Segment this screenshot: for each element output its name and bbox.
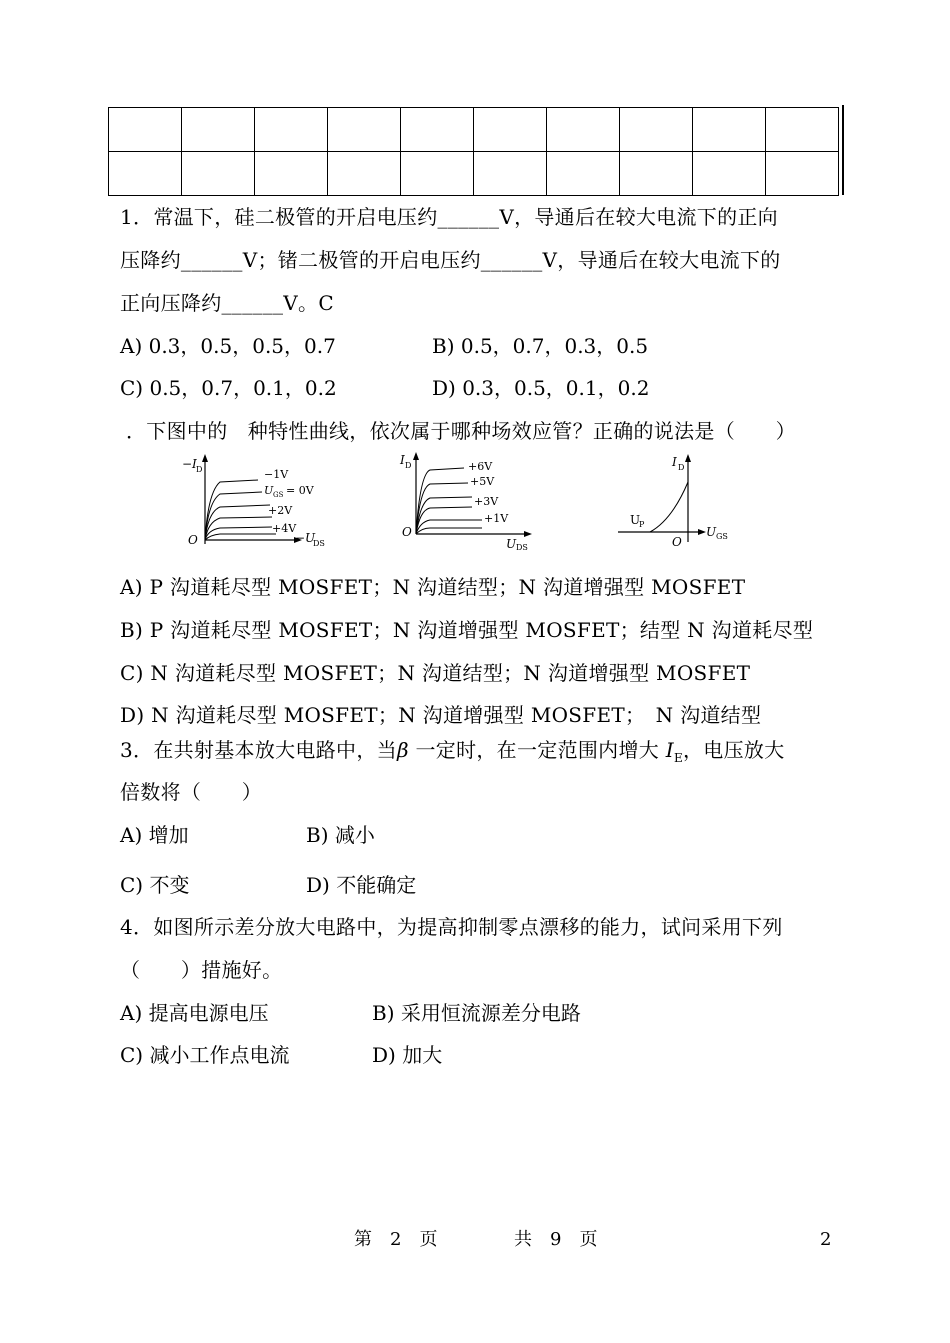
q2-option-c: C) N 沟道耗尽型 MOSFET；N 沟道结型；N 沟道增强型 MOSFET (120, 661, 751, 685)
answer-cell (693, 108, 766, 152)
answer-cell (109, 108, 182, 152)
q1-option-a: A) 0.3，0.5，0.5，0.7 (120, 334, 336, 358)
q1-line-2: 压降约______V；锗二极管的开启电压约______V，导通后在较大电流下的 (120, 248, 781, 272)
curve-label: +4V (272, 522, 297, 535)
answer-cell (401, 108, 474, 152)
q3-stem-mid: 一定时，在一定范围内增大 (408, 738, 666, 762)
pinchoff-label: U (630, 513, 641, 527)
q3-stem-line-1 (120, 738, 785, 765)
q3-stem-pre: 3．在共射基本放大电路中，当 (120, 738, 397, 762)
q3-option-c: C) 不变 (120, 873, 190, 897)
q4-option-b: B) 采用恒流源差分电路 (372, 1001, 581, 1025)
ie-subscript: E (673, 751, 683, 765)
answer-cell (474, 152, 547, 196)
answer-cell (547, 152, 620, 196)
q1-option-d: D) 0.3，0.5，0.1，0.2 (432, 376, 650, 400)
q4-option-d: D) 加大 (372, 1043, 443, 1067)
q4-stem-line-1: 4．如图所示差分放大电路中，为提高抑制零点漂移的能力，试问采用下列 (120, 915, 783, 939)
footer-page-number: 2 (820, 1229, 832, 1250)
x-axis-sub: DS (516, 543, 528, 550)
answer-cell (182, 152, 255, 196)
answer-cell (182, 108, 255, 152)
curve (416, 520, 482, 534)
curve (205, 534, 276, 540)
curve (416, 468, 464, 534)
x-axis-label: U (506, 537, 517, 550)
answer-cell (766, 108, 839, 152)
curve (416, 483, 468, 534)
curve-label: −1V (264, 468, 289, 481)
curve-label: = 0V (286, 484, 314, 497)
origin-label: O (188, 533, 198, 547)
q2-option-d: D) N 沟道耗尽型 MOSFET；N 沟道增强型 MOSFET； N 沟道结型 (120, 703, 762, 727)
q2-stem: ．下图中的 种特性曲线，依次属于哪种场效应管？正确的说法是（ ） (126, 419, 796, 443)
curve-label: +6V (468, 460, 493, 473)
q1-option-c: C) 0.5，0.7，0.1，0.2 (120, 376, 337, 400)
answer-cell (547, 108, 620, 152)
y-axis-label: I (400, 453, 405, 467)
q2-option-a: A) P 沟道耗尽型 MOSFET；N 沟道结型；N 沟道增强型 MOSFET (120, 575, 746, 599)
curve-label: +2V (268, 504, 293, 517)
answer-cell (255, 152, 328, 196)
curve-label: U (264, 484, 274, 497)
y-axis-sub: D (405, 461, 412, 470)
beta-symbol: β (396, 738, 409, 762)
q3-option-d: D) 不能确定 (306, 873, 417, 897)
figure-2-nmos-enhancement (398, 450, 538, 554)
x-axis-sub: DS (313, 539, 325, 548)
footer-page-label: 第 2 页 (354, 1229, 438, 1250)
q3-option-a: A) 增加 (120, 823, 189, 847)
origin-label: O (672, 535, 682, 549)
y-arrow (685, 454, 691, 462)
y-arrow (202, 454, 208, 462)
figure-1-graph (180, 452, 340, 552)
x-axis-label: U (706, 525, 717, 539)
q1-line-1: 1．常温下，硅二极管的开启电压约______V，导通后在较大电流下的正向 (120, 205, 778, 229)
answer-cell (109, 152, 182, 196)
answer-cell (766, 152, 839, 196)
y-arrow (413, 452, 419, 460)
figure-3-transfer-curve (610, 452, 740, 556)
answer-cell (620, 108, 693, 152)
y-axis-label: I (672, 455, 677, 469)
answer-cell (401, 152, 474, 196)
figure-1-pmos-depletion (180, 452, 340, 556)
origin-label: O (402, 525, 412, 539)
curve-label-sub: GS (273, 491, 284, 499)
x-arrow (698, 529, 706, 535)
y-axis-label: −I (182, 457, 197, 471)
answer-table (108, 107, 839, 196)
figure-2-graph (398, 450, 538, 550)
transfer-curve (650, 482, 688, 532)
q4-stem-line-2: （ ）措施好。 (120, 958, 283, 982)
answer-cell (620, 152, 693, 196)
q4-option-a: A) 提高电源电压 (120, 1001, 269, 1025)
answer-row (109, 108, 839, 152)
q1-line-3: 正向压降约______V。C (120, 291, 334, 315)
answer-cell (255, 108, 328, 152)
q3-stem-line-2: 倍数将（ ） (120, 780, 263, 804)
q1-option-b: B) 0.5，0.7，0.3，0.5 (432, 334, 649, 358)
figure-3-graph (610, 452, 740, 552)
answer-cell (328, 108, 401, 152)
footer-total-label: 共 9 页 (514, 1229, 598, 1250)
y-axis-sub: D (196, 465, 203, 474)
curve (205, 517, 272, 540)
q3-stem-post: ，电压放大 (683, 738, 785, 762)
x-axis-label: −U (295, 531, 316, 545)
ie-symbol: I (665, 738, 674, 762)
pinchoff-sub: P (639, 520, 645, 529)
curve (205, 480, 258, 540)
answer-row (109, 152, 839, 196)
curve (205, 492, 262, 540)
q2-option-b: B) P 沟道耗尽型 MOSFET；N 沟道增强型 MOSFET；结型 N 沟道耗尽型 (120, 618, 814, 642)
answer-cell (693, 152, 766, 196)
q3-option-b: B) 减小 (306, 823, 375, 847)
q4-option-c: C) 减小工作点电流 (120, 1043, 290, 1067)
x-arrow (524, 531, 532, 537)
curve-label: +1V (484, 512, 509, 525)
y-axis-sub: D (678, 463, 685, 472)
curve-label: +5V (470, 475, 495, 488)
answer-cell (328, 152, 401, 196)
curve-label: +3V (474, 495, 499, 508)
table-border (842, 105, 844, 195)
curve (416, 528, 482, 534)
x-axis-sub: GS (716, 532, 728, 541)
answer-cell (474, 108, 547, 152)
